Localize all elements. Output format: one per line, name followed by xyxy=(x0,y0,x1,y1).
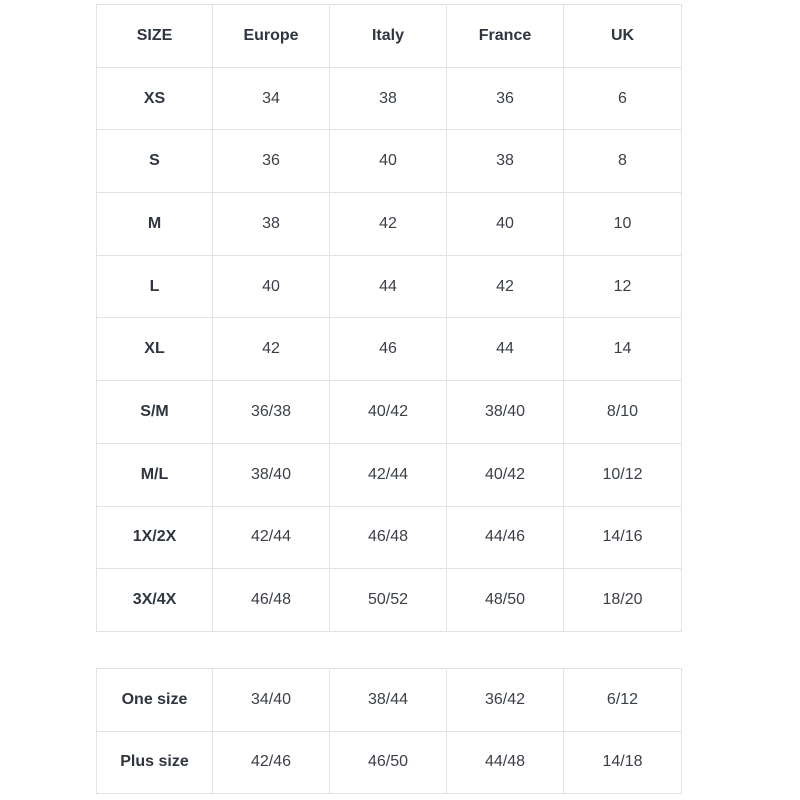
cell-italy: 38/44 xyxy=(330,669,447,732)
table-row xyxy=(97,130,682,193)
cell-italy: 44 xyxy=(330,255,447,318)
column-header-uk: UK xyxy=(564,5,682,68)
cell-italy: 40 xyxy=(330,130,447,193)
cell-europe: 38/40 xyxy=(213,443,330,506)
cell-europe: 38 xyxy=(213,193,330,256)
extra-size-table xyxy=(96,668,682,794)
cell-france: 40 xyxy=(447,193,564,256)
cell-uk: 8 xyxy=(564,130,682,193)
row-label: 1X/2X xyxy=(97,506,213,569)
cell-uk: 6 xyxy=(564,67,682,130)
cell-italy: 46 xyxy=(330,318,447,381)
table-row xyxy=(97,569,682,632)
cell-europe: 36 xyxy=(213,130,330,193)
row-label: L xyxy=(97,255,213,318)
cell-france: 44 xyxy=(447,318,564,381)
cell-europe: 34 xyxy=(213,67,330,130)
table-row xyxy=(97,255,682,318)
column-header-italy: Italy xyxy=(330,5,447,68)
cell-france: 38/40 xyxy=(447,381,564,444)
cell-europe: 42 xyxy=(213,318,330,381)
cell-italy: 46/50 xyxy=(330,731,447,794)
cell-italy: 50/52 xyxy=(330,569,447,632)
row-label: 3X/4X xyxy=(97,569,213,632)
cell-france: 42 xyxy=(447,255,564,318)
cell-italy: 46/48 xyxy=(330,506,447,569)
table-row xyxy=(97,669,682,732)
column-header-europe: Europe xyxy=(213,5,330,68)
cell-uk: 14/16 xyxy=(564,506,682,569)
cell-france: 48/50 xyxy=(447,569,564,632)
cell-france: 44/46 xyxy=(447,506,564,569)
table-row xyxy=(97,381,682,444)
cell-france: 38 xyxy=(447,130,564,193)
row-label: M/L xyxy=(97,443,213,506)
cell-france: 40/42 xyxy=(447,443,564,506)
cell-italy: 42 xyxy=(330,193,447,256)
table-row xyxy=(97,318,682,381)
extra-table-body xyxy=(97,669,682,794)
column-header-france: France xyxy=(447,5,564,68)
cell-uk: 12 xyxy=(564,255,682,318)
cell-uk: 6/12 xyxy=(564,669,682,732)
cell-italy: 38 xyxy=(330,67,447,130)
cell-uk: 8/10 xyxy=(564,381,682,444)
table-row xyxy=(97,443,682,506)
cell-uk: 14 xyxy=(564,318,682,381)
cell-uk: 10 xyxy=(564,193,682,256)
cell-uk: 14/18 xyxy=(564,731,682,794)
table-row xyxy=(97,506,682,569)
table-body xyxy=(97,67,682,631)
main-size-table-container xyxy=(96,4,681,632)
row-label: M xyxy=(97,193,213,256)
table-header-row xyxy=(97,5,682,68)
cell-europe: 34/40 xyxy=(213,669,330,732)
row-label: Plus size xyxy=(97,731,213,794)
cell-europe: 46/48 xyxy=(213,569,330,632)
cell-france: 44/48 xyxy=(447,731,564,794)
table-row xyxy=(97,67,682,130)
row-label: XS xyxy=(97,67,213,130)
cell-italy: 42/44 xyxy=(330,443,447,506)
main-size-table xyxy=(96,4,682,632)
row-label: XL xyxy=(97,318,213,381)
cell-europe: 40 xyxy=(213,255,330,318)
table-row xyxy=(97,731,682,794)
table-row xyxy=(97,193,682,256)
row-label: One size xyxy=(97,669,213,732)
column-header-size: SIZE xyxy=(97,5,213,68)
row-label: S xyxy=(97,130,213,193)
cell-europe: 36/38 xyxy=(213,381,330,444)
extra-size-table-container xyxy=(96,668,681,794)
cell-uk: 18/20 xyxy=(564,569,682,632)
table-header xyxy=(97,5,682,68)
row-label: S/M xyxy=(97,381,213,444)
cell-france: 36 xyxy=(447,67,564,130)
cell-europe: 42/44 xyxy=(213,506,330,569)
cell-europe: 42/46 xyxy=(213,731,330,794)
cell-france: 36/42 xyxy=(447,669,564,732)
cell-italy: 40/42 xyxy=(330,381,447,444)
cell-uk: 10/12 xyxy=(564,443,682,506)
